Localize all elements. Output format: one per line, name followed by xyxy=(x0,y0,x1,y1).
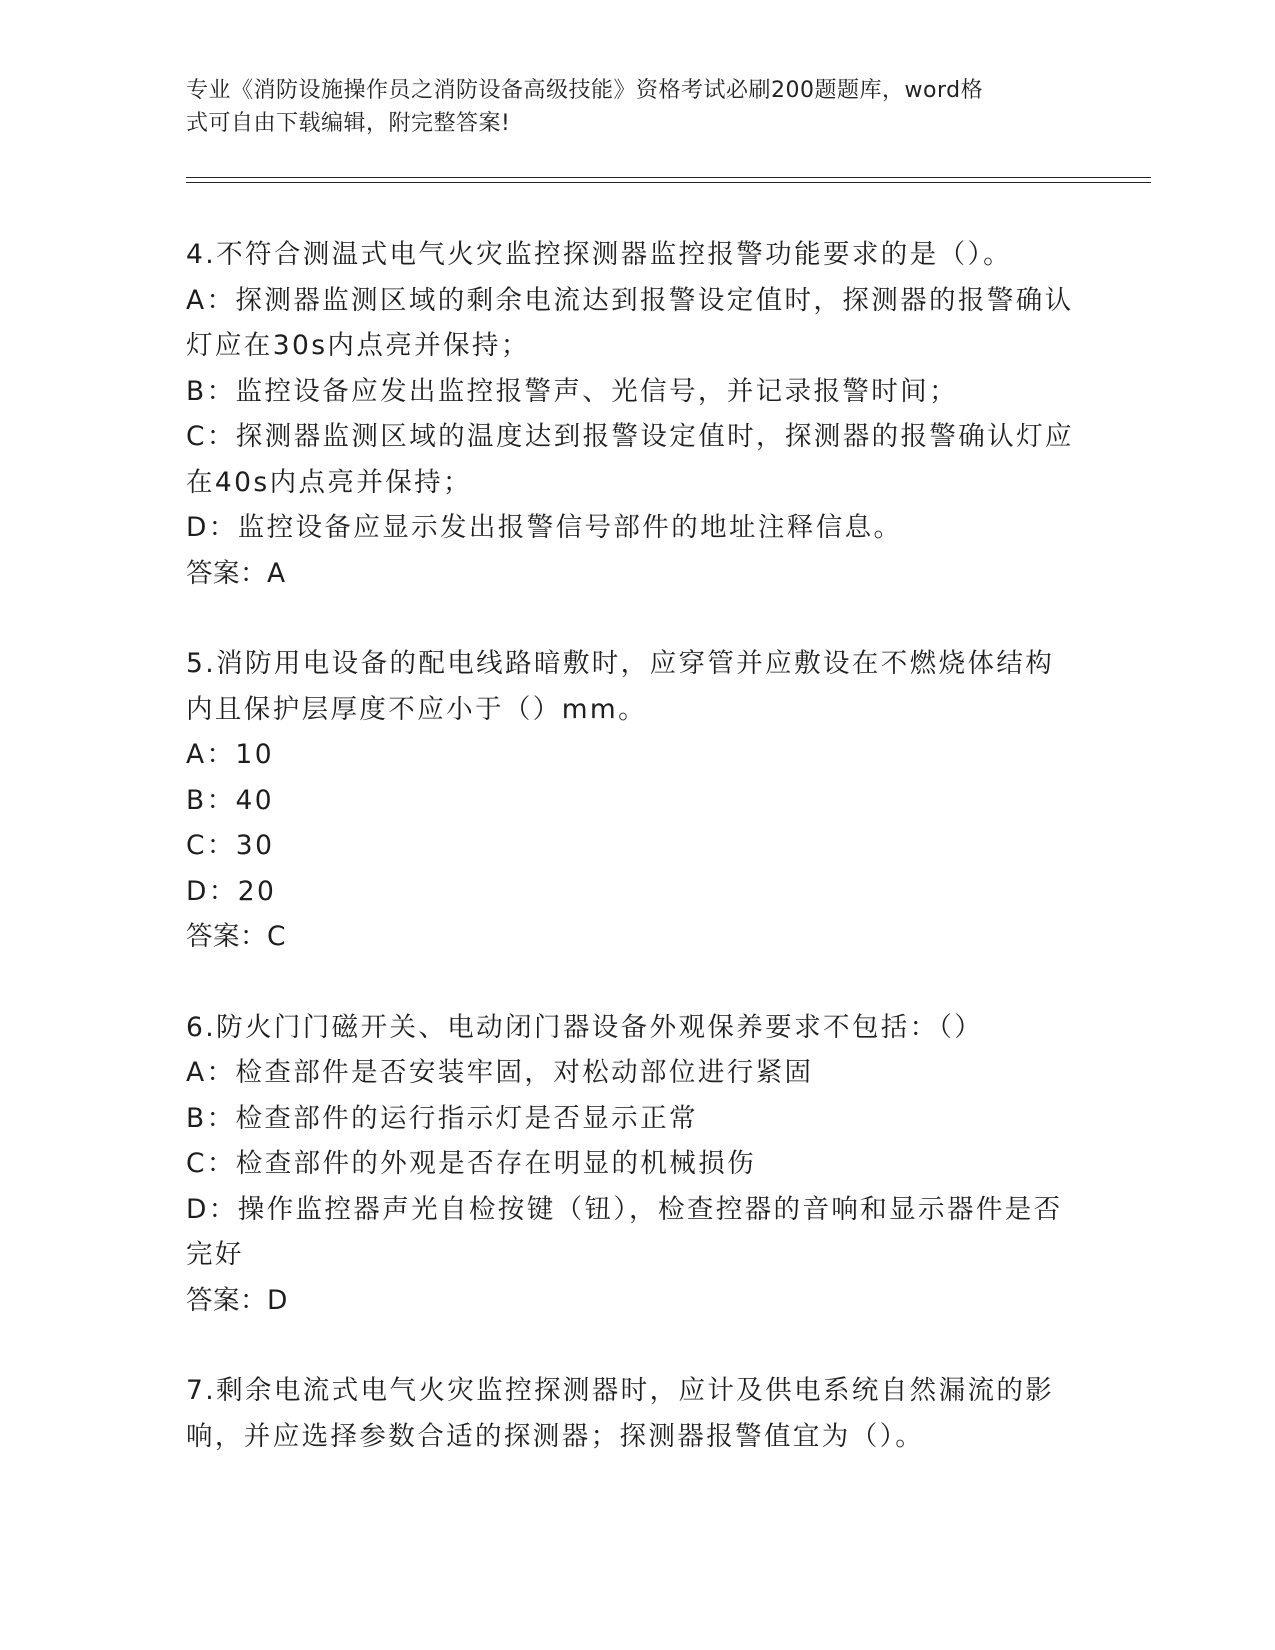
option-c: 在40s内点亮并保持； xyxy=(186,466,472,498)
question-block xyxy=(186,1005,1076,1324)
option-a: A：10 xyxy=(186,739,274,770)
document-header xyxy=(186,74,1066,140)
question-stem: 内且保护层厚度不应小于（）mm。 xyxy=(186,693,648,725)
question-block xyxy=(186,232,1076,596)
question-list xyxy=(186,232,1076,1459)
question-block xyxy=(186,641,1076,960)
header-line-2: 式可自由下载编辑，附完整答案! xyxy=(186,111,511,136)
answer-label: 答案：C xyxy=(186,921,287,952)
question-spacer xyxy=(186,596,1076,641)
header-line-1: 专业《消防设施操作员之消防设备高级技能》资格考试必刷200题题库，word格 xyxy=(186,78,984,103)
option-d: 完好 xyxy=(186,1239,244,1270)
question-stem: 响，并应选择参数合适的探测器；探测器报警值宜为（）。 xyxy=(186,1420,925,1452)
question-stem: 6.防火门门磁开关、电动闭门器设备外观保养要求不包括：（） xyxy=(186,1011,984,1043)
question-spacer xyxy=(186,960,1076,1005)
option-c: C：探测器监测区域的温度达到报警设定值时，探测器的报警确认灯应 xyxy=(186,421,1074,452)
question-spacer xyxy=(186,1323,1076,1368)
question-stem: 4.不符合测温式电气火灾监控探测器监控报警功能要求的是（）。 xyxy=(186,239,1013,270)
option-a: A：检查部件是否安装牢固，对松动部位进行紧固 xyxy=(186,1057,814,1088)
option-c: C：检查部件的外观是否存在明显的机械损伤 xyxy=(186,1148,757,1179)
option-d: D：20 xyxy=(186,875,277,907)
option-d: D：操作监控器声光自检按键（钮），检查控器的音响和显示器件是否 xyxy=(186,1193,1063,1225)
option-a: 灯应在30s内点亮并保持； xyxy=(186,330,530,361)
option-a: A：探测器监测区域的剩余电流达到报警设定值时，探测器的报警确认 xyxy=(186,284,1074,316)
question-block xyxy=(186,1368,1076,1459)
question-stem: 5.消防用电设备的配电线路暗敷时，应穿管并应敷设在不燃烧体结构 xyxy=(186,648,1055,679)
header-divider-bottom xyxy=(186,182,1151,183)
option-b: B：40 xyxy=(186,784,275,816)
question-stem: 7.剩余电流式电气火灾监控探测器时，应计及供电系统自然漏流的影 xyxy=(186,1375,1055,1406)
option-d: D：监控设备应显示发出报警信号部件的地址注释信息。 xyxy=(186,512,903,543)
option-c: C：30 xyxy=(186,830,275,861)
option-b: B：监控设备应发出监控报警声、光信号，并记录报警时间； xyxy=(186,375,958,407)
header-divider-top xyxy=(186,177,1151,178)
option-b: B：检查部件的运行指示灯是否显示正常 xyxy=(186,1102,698,1134)
answer-label: 答案：D xyxy=(186,1284,288,1316)
answer-label: 答案：A xyxy=(186,557,286,589)
